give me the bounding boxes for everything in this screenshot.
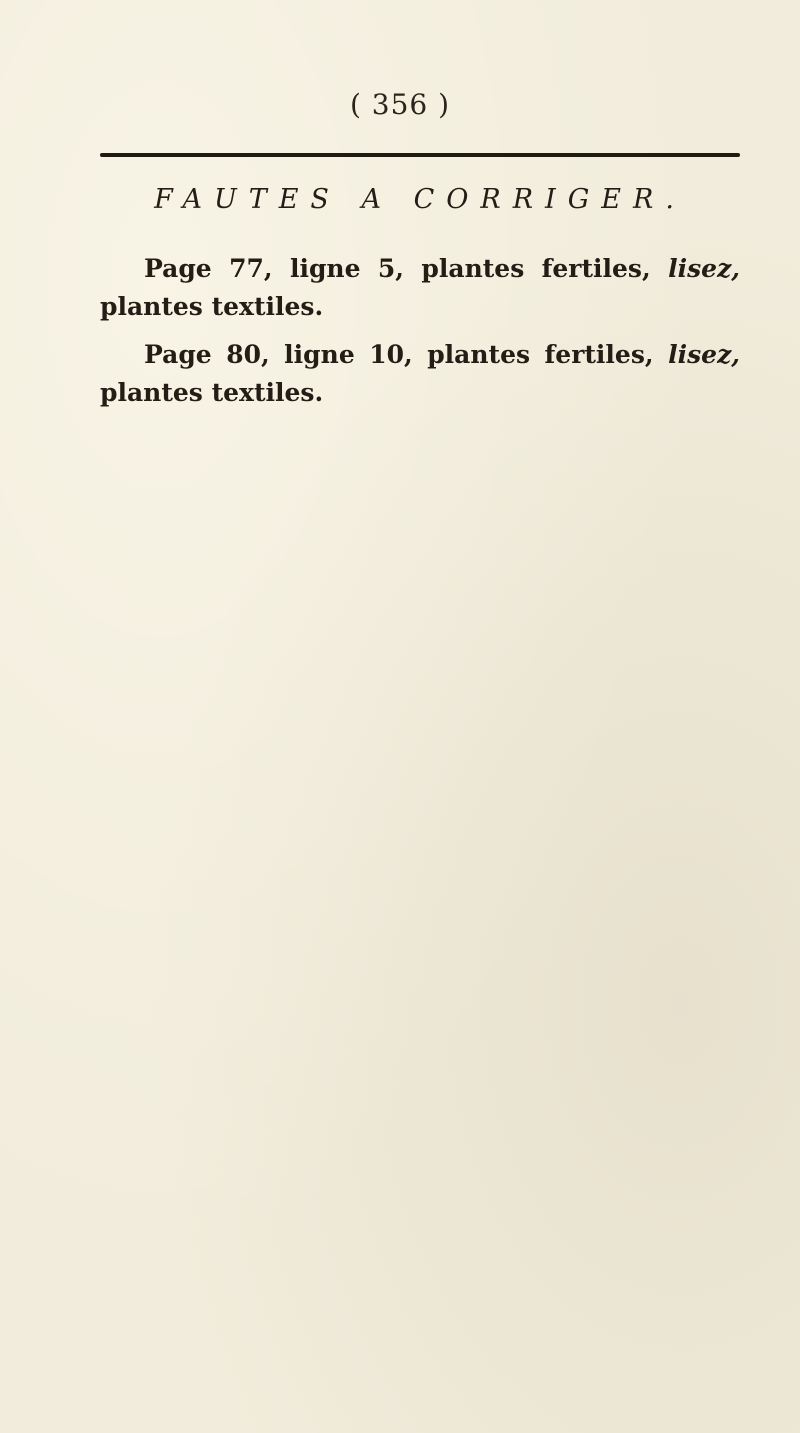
errata-heading: FAUTES A CORRIGER. (154, 184, 686, 215)
errata-wrong-text: plantes fertiles, (427, 340, 654, 369)
errata-instruction: lisez, (668, 254, 740, 283)
errata-entry (100, 250, 740, 326)
errata-location: Page 80, ligne 10, (144, 340, 413, 369)
errata-location: Page 77, ligne 5, (144, 254, 404, 283)
errata-entry (100, 336, 740, 412)
errata-instruction: lisez, (668, 340, 740, 369)
errata-correct-text: plantes textiles. (100, 378, 324, 407)
header-rule (100, 153, 740, 157)
page-number: ( 356 ) (349, 88, 451, 121)
errata-wrong-text: plantes fertiles, (421, 254, 651, 283)
errata-list (100, 250, 740, 422)
errata-correct-text: plantes textiles. (100, 292, 324, 321)
